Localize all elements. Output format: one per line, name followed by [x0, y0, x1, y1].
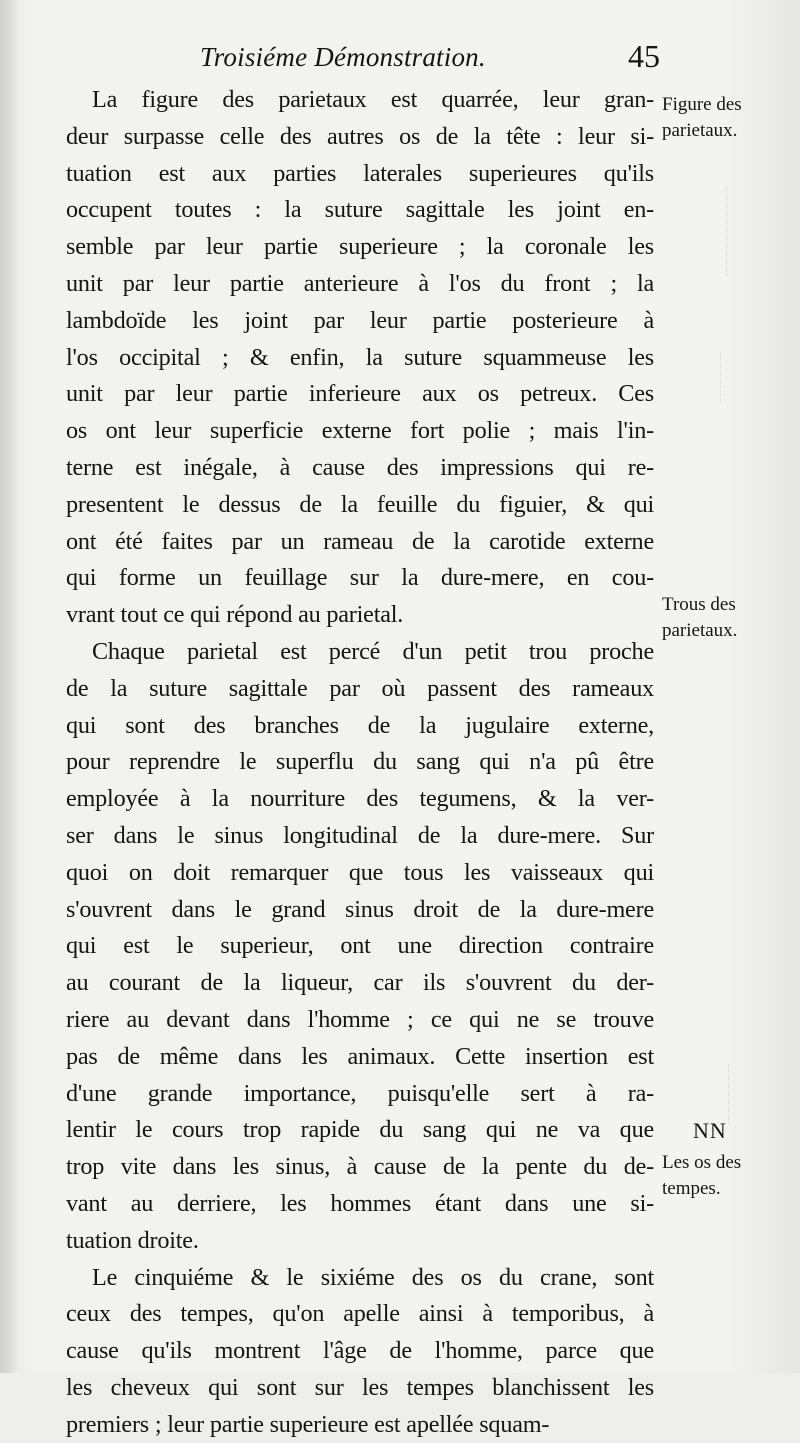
text-line: ont été faites par un rameau de la carotide externe	[66, 524, 654, 561]
margin-note-line: parietaux.	[662, 618, 800, 644]
page-gutter-shadow	[0, 0, 18, 1373]
text-line: vrant tout ce qui répond au parietal.	[66, 597, 654, 634]
text-line: os ont leur superficie externe fort polie ; mais l'in-	[66, 413, 654, 450]
body-text	[66, 82, 654, 1443]
show-through-right-top	[726, 186, 797, 276]
text-line: pas de même dans les animaux. Cette insertion est	[66, 1039, 654, 1076]
text-line: premiers ; leur partie superieure est apellée squam-	[66, 1407, 654, 1443]
text-line: unit par leur partie anterieure à l'os du front ; la	[66, 266, 654, 303]
text-line: l'os occipital ; & enfin, la suture squammeuse les	[66, 340, 654, 377]
text-line: employée à la nourriture des tegumens, & la ver-	[66, 781, 654, 818]
margin-note-line: tempes.	[662, 1176, 800, 1202]
text-line: unit par leur partie inferieure aux os petreux. Ces	[66, 376, 654, 413]
margin-note-tempes	[662, 1150, 800, 1202]
text-line: Le cinquiéme & le sixiéme des os du crane, sont	[66, 1260, 654, 1297]
text-line: tuation est aux parties laterales superieures qu'ils	[66, 156, 654, 193]
margin-note-line: parietaux.	[662, 118, 800, 144]
text-line: d'une grande importance, puisqu'elle sert à ra-	[66, 1076, 654, 1113]
text-line: terne est inégale, à cause des impressions qui re-	[66, 450, 654, 487]
text-line: de la suture sagittale par où passent des rameaux	[66, 671, 654, 708]
margin-note-line: Trous des	[662, 592, 800, 618]
text-line: trop vite dans les sinus, à cause de la pente du de-	[66, 1149, 654, 1186]
text-line: qui forme un feuillage sur la dure-mere, en cou-	[66, 560, 654, 597]
text-line: au courant de la liqueur, car ils s'ouvrent du der-	[66, 965, 654, 1002]
text-line: qui sont des branches de la jugulaire externe,	[66, 708, 654, 745]
text-line: lambdoïde les joint par leur partie posterieure à	[66, 303, 654, 340]
paragraph	[66, 634, 654, 1260]
page-number: 45	[628, 38, 660, 75]
text-line: ceux des tempes, qu'on apelle ainsi à temporibus, à	[66, 1296, 654, 1333]
text-line: les cheveux qui sont sur les tempes blanchissent les	[66, 1370, 654, 1407]
margin-note-line: Les os des	[662, 1150, 800, 1176]
margin-note-trous	[662, 592, 800, 644]
text-line: occupent toutes : la suture sagittale les joint en-	[66, 192, 654, 229]
text-line: riere au devant dans l'homme ; ce qui ne se trouve	[66, 1002, 654, 1039]
text-line: Chaque parietal est percé d'un petit trou proche	[66, 634, 654, 671]
text-line: ser dans le sinus longitudinal de la dure-mere. Sur	[66, 818, 654, 855]
running-title: Troisiéme Démonstration.	[200, 42, 486, 73]
text-line: pour reprendre le superflu du sang qui n'a pû être	[66, 744, 654, 781]
text-line: deur surpasse celle des autres os de la tête : leur si-	[66, 119, 654, 156]
paragraph	[66, 1260, 654, 1443]
text-line: s'ouvrent dans le grand sinus droit de la dure-mere	[66, 892, 654, 929]
text-line: vant au derriere, les hommes étant dans une si-	[66, 1186, 654, 1223]
show-through-right-mid	[720, 352, 797, 402]
paragraph	[66, 82, 654, 634]
text-line: tuation droite.	[66, 1223, 654, 1260]
show-through-right-bottom	[728, 1064, 799, 1124]
margin-note-figure	[662, 92, 800, 144]
text-line: qui est le superieur, ont une direction contraire	[66, 928, 654, 965]
text-line: lentir le cours trop rapide du sang qui ne va que	[66, 1112, 654, 1149]
margin-note-line: Figure des	[662, 92, 800, 118]
signature-mark: NN	[693, 1118, 727, 1144]
text-line: quoi on doit remarquer que tous les vaisseaux qui	[66, 855, 654, 892]
text-line: La figure des parietaux est quarrée, leur gran-	[66, 82, 654, 119]
text-line: cause qu'ils montrent l'âge de l'homme, parce que	[66, 1333, 654, 1370]
text-line: semble par leur partie superieure ; la coronale les	[66, 229, 654, 266]
text-line: presentent le dessus de la feuille du figuier, & qui	[66, 487, 654, 524]
